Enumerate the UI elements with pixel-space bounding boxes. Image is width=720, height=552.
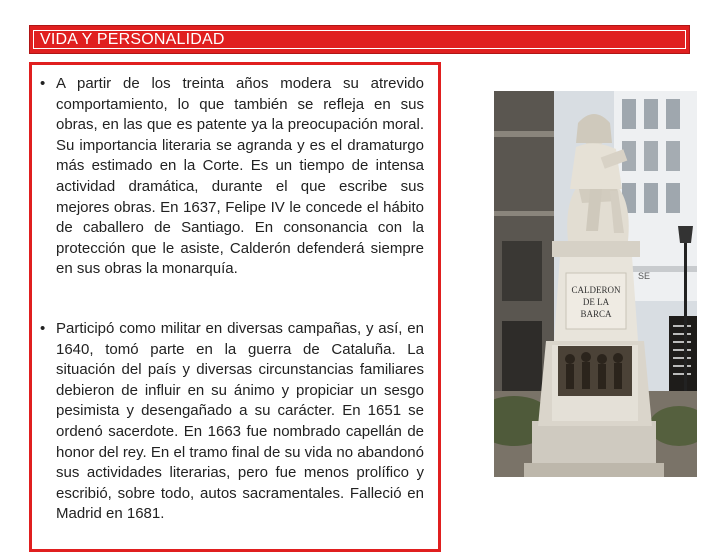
plaque-line-2: DE LA bbox=[582, 297, 610, 307]
bullet-text-2: Participó como militar en diversas campañas, y así, en 1640, tomó parte en la guerra de Cataluña. La situación del país y diversas circunstancias familiares debieron de influir en su ánimo y propiciar un sesgo pesimista y desengañado a su carácter. En 1651 se ordenó sacerdote. En 1663 fue nombrado capellán de honor del rey. En el tramo final de su vida no abandonó sus actividades literarias, pero fue menos prolífico y escribió, sobre todo, autos sacramentales. Falleció en Madrid en 1681. bbox=[56, 320, 424, 523]
sign-fragment: SE bbox=[638, 271, 651, 281]
title-bar bbox=[29, 25, 690, 54]
bullet-marker: • bbox=[40, 75, 46, 92]
statue-photo bbox=[494, 91, 697, 477]
bullet-marker: • bbox=[40, 320, 46, 337]
plaque-line-3: BARCA bbox=[580, 309, 612, 319]
slide-title: VIDA Y PERSONALIDAD bbox=[40, 31, 225, 48]
plaque-line-1: CALDERON bbox=[571, 285, 621, 295]
bullet-text-1: A partir de los treinta años modera su atrevido comportamiento, lo que también se refleja en sus obras, en las que es patente ya la preocupación moral. Su importancia literaria se agranda y es el dramaturgo más estimado en la Corte. Es un tiempo de intensa actividad dramática, durante el que escribe sus mejores obras. En 1637, Felipe IV le concede el hábito de caballero de Santiago. En consonancia con la protección que le asiste, Calderón defenderá siempre en sus obras la monarquía. bbox=[56, 75, 424, 278]
content-box bbox=[29, 62, 441, 552]
